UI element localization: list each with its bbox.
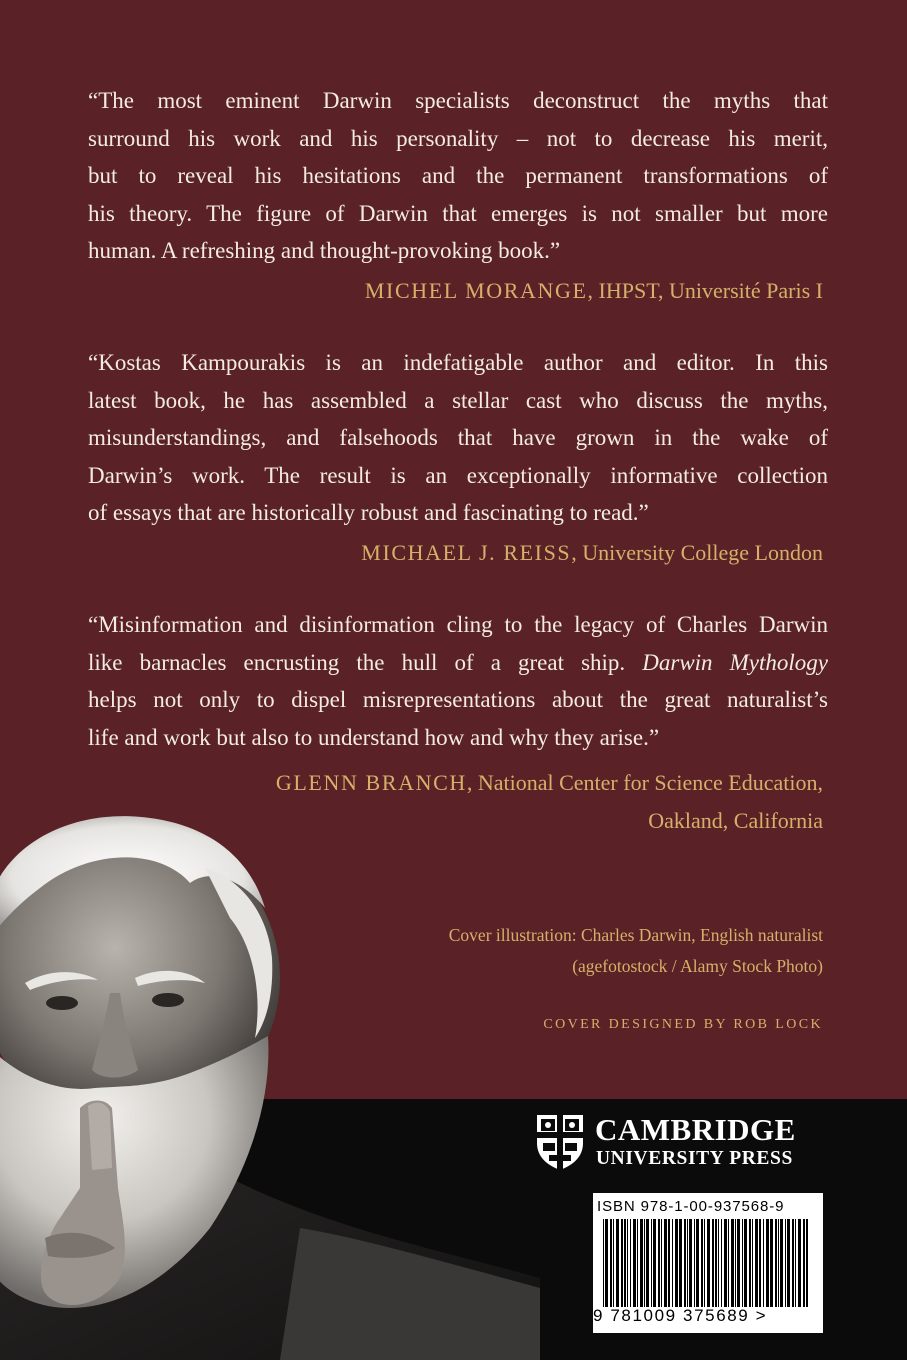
barcode-bar (715, 1219, 717, 1307)
quote-line: surround his work and his personality – not to decrease his merit, (88, 125, 828, 151)
barcode-bar (603, 1219, 604, 1307)
barcode-bar (731, 1219, 734, 1307)
quote-line: his theory. The figure of Darwin that emerges is not smaller but more (88, 200, 828, 226)
cambridge-shield-icon (535, 1113, 585, 1171)
quote-reiss (88, 344, 828, 532)
barcode-bar (803, 1219, 805, 1307)
barcode-bar (795, 1219, 796, 1307)
barcode-bar (684, 1219, 686, 1307)
barcode-bar (787, 1219, 790, 1307)
quote-line: human. A refreshing and thought-provoking book.” (88, 238, 561, 263)
barcode-bar (664, 1219, 667, 1307)
credit-line: Cover illustration: Charles Darwin, English naturalist (448, 925, 823, 945)
quote-line: life and work but also to understand how and why they arise.” (88, 724, 660, 750)
barcode-bar (630, 1219, 631, 1307)
barcode-bar (749, 1219, 751, 1307)
barcode-bar (689, 1219, 692, 1307)
barcode-bar (644, 1219, 645, 1307)
barcode-bars (601, 1219, 811, 1307)
quote-line: “Kostas Kampourakis is an indefatigable author and editor. In this (88, 350, 828, 375)
quote-line: misunderstandings, and falsehoods that have grown in the wake of (88, 425, 828, 450)
barcode-bar (633, 1219, 636, 1307)
barcode-bar (712, 1219, 714, 1307)
barcode-bar (687, 1219, 688, 1307)
barcode-bar (780, 1219, 783, 1307)
attribution-name: MICHAEL J. REISS (361, 540, 572, 565)
barcode-bar (785, 1219, 786, 1307)
barcode-bar (770, 1219, 773, 1307)
barcode-bar (605, 1219, 608, 1307)
quote-morange (88, 82, 828, 270)
barcode-bar (621, 1219, 623, 1307)
quote-line: Darwin’s work. The result is an exceptionally informative collection (88, 462, 828, 488)
barcode-digits: 9 781009 375689 > (593, 1306, 768, 1325)
barcode-bar (752, 1219, 753, 1307)
barcode-bar (696, 1219, 699, 1307)
barcode-bar (735, 1219, 736, 1307)
barcode-bar (766, 1219, 769, 1307)
barcode-bar (724, 1219, 727, 1307)
barcode-bar (718, 1219, 719, 1307)
barcode-bar (616, 1219, 619, 1307)
barcode-bar (721, 1219, 722, 1307)
barcode-bar (763, 1219, 764, 1307)
attribution-morange (365, 272, 823, 310)
quote-line (88, 644, 828, 682)
barcode-bar (651, 1219, 652, 1307)
quote-line: of essays that are historically robust and fascinating to read.” (88, 500, 649, 525)
barcode-bar (627, 1219, 628, 1307)
book-title: Darwin Mythology (642, 649, 829, 675)
barcode-bar (707, 1219, 710, 1307)
barcode-bar (798, 1219, 801, 1307)
quote-line: latest book, he has assembled a stellar cast who discuss the myths, (88, 387, 828, 413)
isbn-barcode (593, 1193, 823, 1333)
quote-line: “Misinformation and disinformation cling to the legacy of Charles Darwin (88, 612, 828, 637)
publisher-logo (535, 1113, 835, 1173)
quote-line: “The most eminent Darwin specialists deconstruct the myths that (88, 88, 828, 113)
attribution-name: MICHEL MORANGE (364, 278, 588, 303)
quote-branch (88, 606, 828, 756)
quote-line: helps not only to dispel misrepresentations about the great naturalist’s (88, 687, 828, 712)
barcode-bar (792, 1219, 794, 1307)
barcode-bar (675, 1219, 678, 1307)
barcode-bar (672, 1219, 673, 1307)
barcode-bar (646, 1219, 649, 1307)
barcode-bar (668, 1219, 670, 1307)
publisher-name-sub: UNIVERSITY PRESS (596, 1148, 793, 1169)
attribution-affiliation: , National Center for Science Education, (466, 770, 823, 795)
barcode-bar (704, 1219, 705, 1307)
attribution-affiliation: , IHPST, Université Paris I (587, 278, 823, 303)
isbn-label: ISBN 978-1-00-937568-9 (597, 1198, 785, 1215)
credit-line: (agefotostock / Alamy Stock Photo) (572, 956, 823, 976)
darwin-portrait-image (0, 808, 540, 1360)
designer-credit: COVER DESIGNED BY ROB LOCK (543, 1017, 823, 1032)
barcode-bar (775, 1219, 777, 1307)
barcode-bar (806, 1219, 808, 1307)
barcode-bar (728, 1219, 729, 1307)
barcode-bar (661, 1219, 662, 1307)
barcode-bar (778, 1219, 779, 1307)
quote-line: but to reveal his hesitations and the permanent transformations of (88, 163, 828, 188)
barcode-bar (737, 1219, 740, 1307)
attribution-affiliation-line2: Oakland, California (648, 807, 823, 833)
barcode-bar (653, 1219, 656, 1307)
barcode-bar (624, 1219, 626, 1307)
barcode-bar (694, 1219, 695, 1307)
barcode-bar (742, 1219, 743, 1307)
attribution-reiss (361, 534, 823, 572)
barcode-bar (759, 1219, 761, 1307)
quote-text: like barnacles encrusting the hull of a great ship. (88, 649, 626, 675)
barcode-bar (640, 1219, 643, 1307)
barcode-bar (637, 1219, 638, 1307)
barcode-bar (610, 1219, 612, 1307)
barcode-bar (701, 1219, 703, 1307)
attribution-name: GLENN BRANCH (275, 770, 467, 795)
publisher-name: CAMBRIDGE (595, 1112, 796, 1147)
barcode-bar (658, 1219, 660, 1307)
barcode-bar (744, 1219, 747, 1307)
attribution-affiliation: , University College London (571, 540, 823, 565)
barcode-bar (755, 1219, 758, 1307)
barcode-bar (679, 1219, 682, 1307)
barcode-bar (613, 1219, 614, 1307)
